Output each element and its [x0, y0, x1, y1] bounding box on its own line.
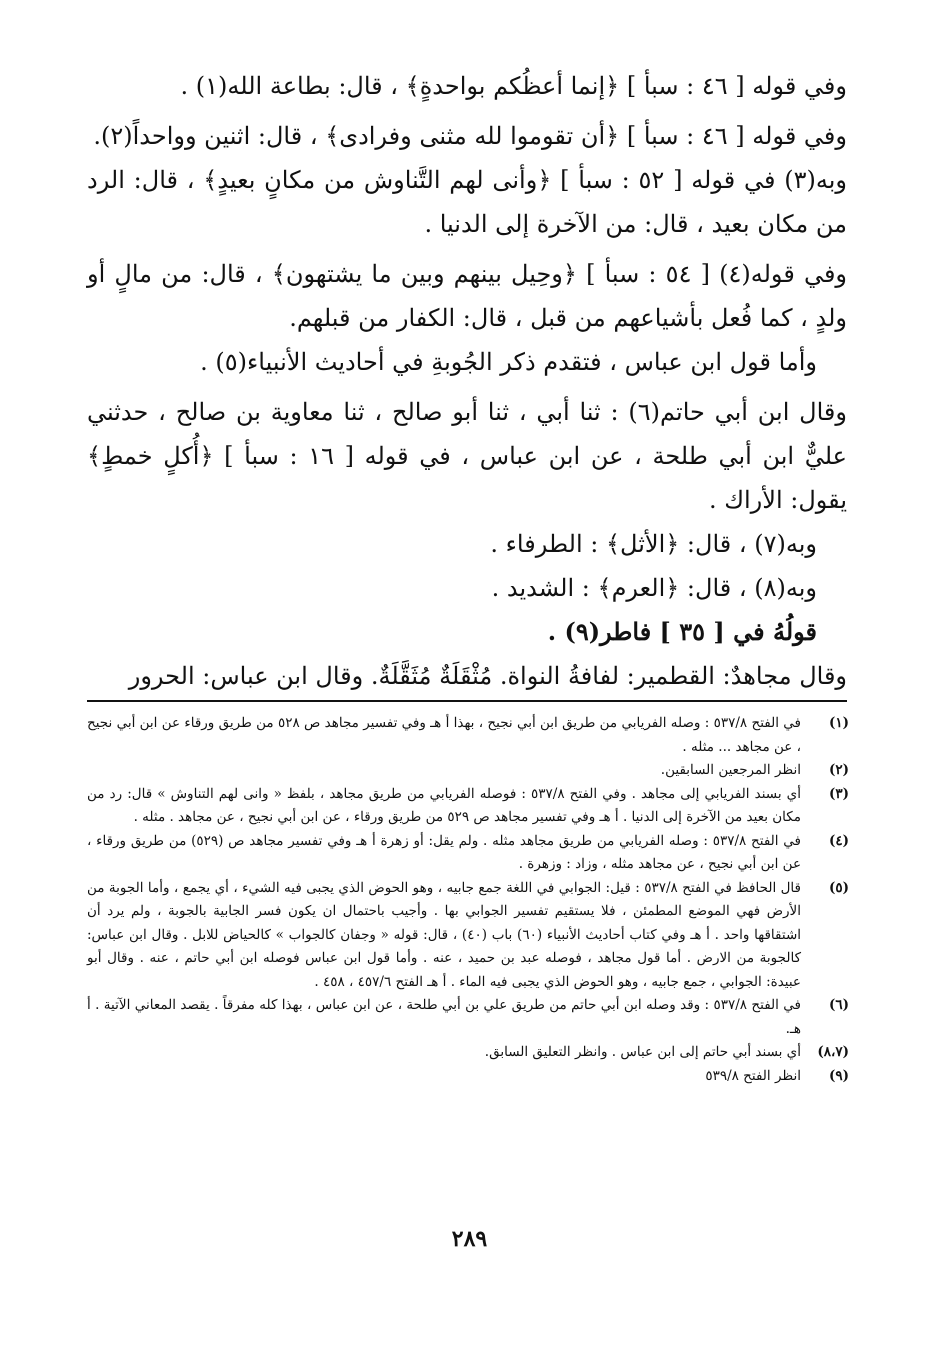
main-paragraph: وبه(٣) في قوله [ ٥٢ : سبأ ] ﴿وأنى لهم التَّناوش من مكانٍ بعيدٍ﴾ ، قال: الرد من مكان بعيد ، قال: من الآخرة إلى الدنيا . — [87, 166, 847, 238]
footnote-number: (٥) — [828, 879, 849, 896]
main-paragraph-underlined: وقال مجاهدٌ: القطمير: لفافةُ النواة. مُثْقَلَةٌ مُثَقَّلَةٌ. وقال ابن عباس: الحرور — [87, 654, 847, 702]
footnote — [87, 783, 849, 830]
main-paragraph: وفي قوله(٤) [ ٥٤ : سبأ ] ﴿وحِيل بينهم وبين ما يشتهون﴾ ، قال: من مالٍ أو ولدٍ ، كما فُعل بأشياعهم من قبل ، قال: الكفار من قبلهم. — [87, 260, 848, 332]
footnote — [87, 877, 849, 995]
footnote-text: قال الحافظ في الفتح ٥٣٧/٨ : قيل: الجوابي في اللغة جمع جابيه ، وهو الحوض الذي يجبى فيه الشيء ، أي يجمع ، وأما الجوبة من الأرض فهي الموضع المطمئن ، فلا يستقيم تفسير الجوابي بها . وأجيب باحتمال ان يكون فسر الجابية بالجوبة ، ولم يرد أن اشتقاقها واحد . أ هـ وفي كتاب أحاديث الأنبياء (٦٠) باب (٤٠) ، قال: قوله « وجفان كالجواب » كالحياض للابل . وقال ابن عباس: كالجوبة من الارض . أما قول مجاهد ، فوصله عبد بن حميد ، عنه . وأما قول ابن عباس فوصله ابن أبي حاتم ، عنه . وقال أبو عبيدة: الجوابي ، جمع جابيه ، وهو الحوض الذي يجبى فيه الماء . أ هـ الفتح ٤٥٧/٦ ، ٤٥٨ . — [87, 879, 802, 990]
footnote — [87, 1065, 849, 1089]
footnote-text: أي بسند أبي حاتم إلى ابن عباس . وانظر التعليق السابق. — [484, 1044, 801, 1060]
footnote-number: (٨،٧) — [817, 1044, 849, 1060]
footnote-number: (٩) — [828, 1067, 849, 1084]
main-paragraph: وأما قول ابن عباس ، فتقدم ذكر الجُوبةِ في أحاديث الأنبياء(٥) . — [200, 348, 817, 376]
footnotes — [87, 712, 849, 1088]
footnote-text: في الفتح ٥٣٧/٨ : وصله الفريابي من طريق مجاهد مثله . ولم يقل: أو زهرة أ هـ وفي تفسير مجاهد ص (٥٢٩) من طريق ورقاء ، عن ابن أبي نجيح ، عن مجاهد مثله ، وزاد : وزهرة . — [87, 832, 802, 872]
main-paragraph-last — [87, 654, 847, 702]
footnote-text: انظر المرجعين السابقين. — [660, 762, 801, 778]
footnote — [87, 759, 849, 783]
main-text — [87, 64, 847, 702]
main-paragraph: وفي قوله [ ٤٦ : سبأ ] ﴿أن تقوموا لله مثنى وفرادى﴾ ، قال: اثنين وواحداً(٢). — [93, 122, 847, 150]
footnote-text: أي بسند الفريابي إلى مجاهد . وفي الفتح ٥٣٧/٨ : فوصله الفريابي من طريق مجاهد ، بلفظ « وانى لهم التناوش » قال: رد من مكان بعيد من الآخرة إلى الدنيا . أ هـ وفي تفسير مجاهد ص ٥٢٩ من طريق ورقاء ، عن ابن أبي نجيح ، عن مجاهد . مثله . — [87, 785, 801, 825]
footnote — [87, 830, 849, 877]
footnote — [87, 712, 849, 759]
footnote-number: (٤) — [828, 832, 849, 849]
main-paragraph: وبه(٨) ، قال: ﴿العرم﴾ : الشديد . — [491, 574, 817, 602]
section-heading: قولُهُ في [ ٣٥ ] فاطر(٩) . — [547, 617, 817, 646]
footnote-number: (٢) — [828, 762, 849, 778]
main-paragraph: وقال ابن أبي حاتم(٦) : ثنا أبي ، ثنا أبو صالح ، ثنا معاوية بن صالح ، حدثني عليٌّ ابن أبي طلحة ، عن ابن عباس ، في قوله [ ١٦ : سبأ ] ﴿أُكلٍ خمطٍ﴾ يقول: الأراك . — [87, 398, 847, 514]
footnote-number: (٣) — [828, 785, 849, 802]
footnote — [87, 994, 849, 1041]
footnote — [87, 1041, 849, 1065]
footnote-number: (٦) — [828, 997, 849, 1013]
footnote-text: في الفتح ٥٣٧/٨ : وصله الفريابي من طريق ابن أبي نجيح ، بهذا أ هـ وفي تفسير مجاهد ص ٥٢٨ من طريق ورقاء عن ابن أبي نجيح ، عن مجاهد ... مثله . — [87, 715, 801, 755]
footnote-text: في الفتح ٥٣٧/٨ : وقد وصله ابن أبي حاتم من طريق علي بن أبي طلحة ، عن ابن عباس ، بهذا كله مفرقاً . يقصد المعاني الآتية . أ هـ. — [87, 997, 801, 1037]
footnote-number: (١) — [828, 715, 849, 731]
main-paragraph: وفي قوله [ ٤٦ : سبأ ] ﴿إنما أعظُكم بواحدةٍ﴾ ، قال: بطاعة الله(١) . — [180, 72, 847, 100]
page-number: ٢٨٩ — [451, 1226, 488, 1252]
main-paragraph: وبه(٧) ، قال: ﴿الأثل﴾ : الطرفاء . — [490, 530, 817, 558]
footnote-text: انظر الفتح ٥٣٩/٨ — [705, 1067, 801, 1084]
